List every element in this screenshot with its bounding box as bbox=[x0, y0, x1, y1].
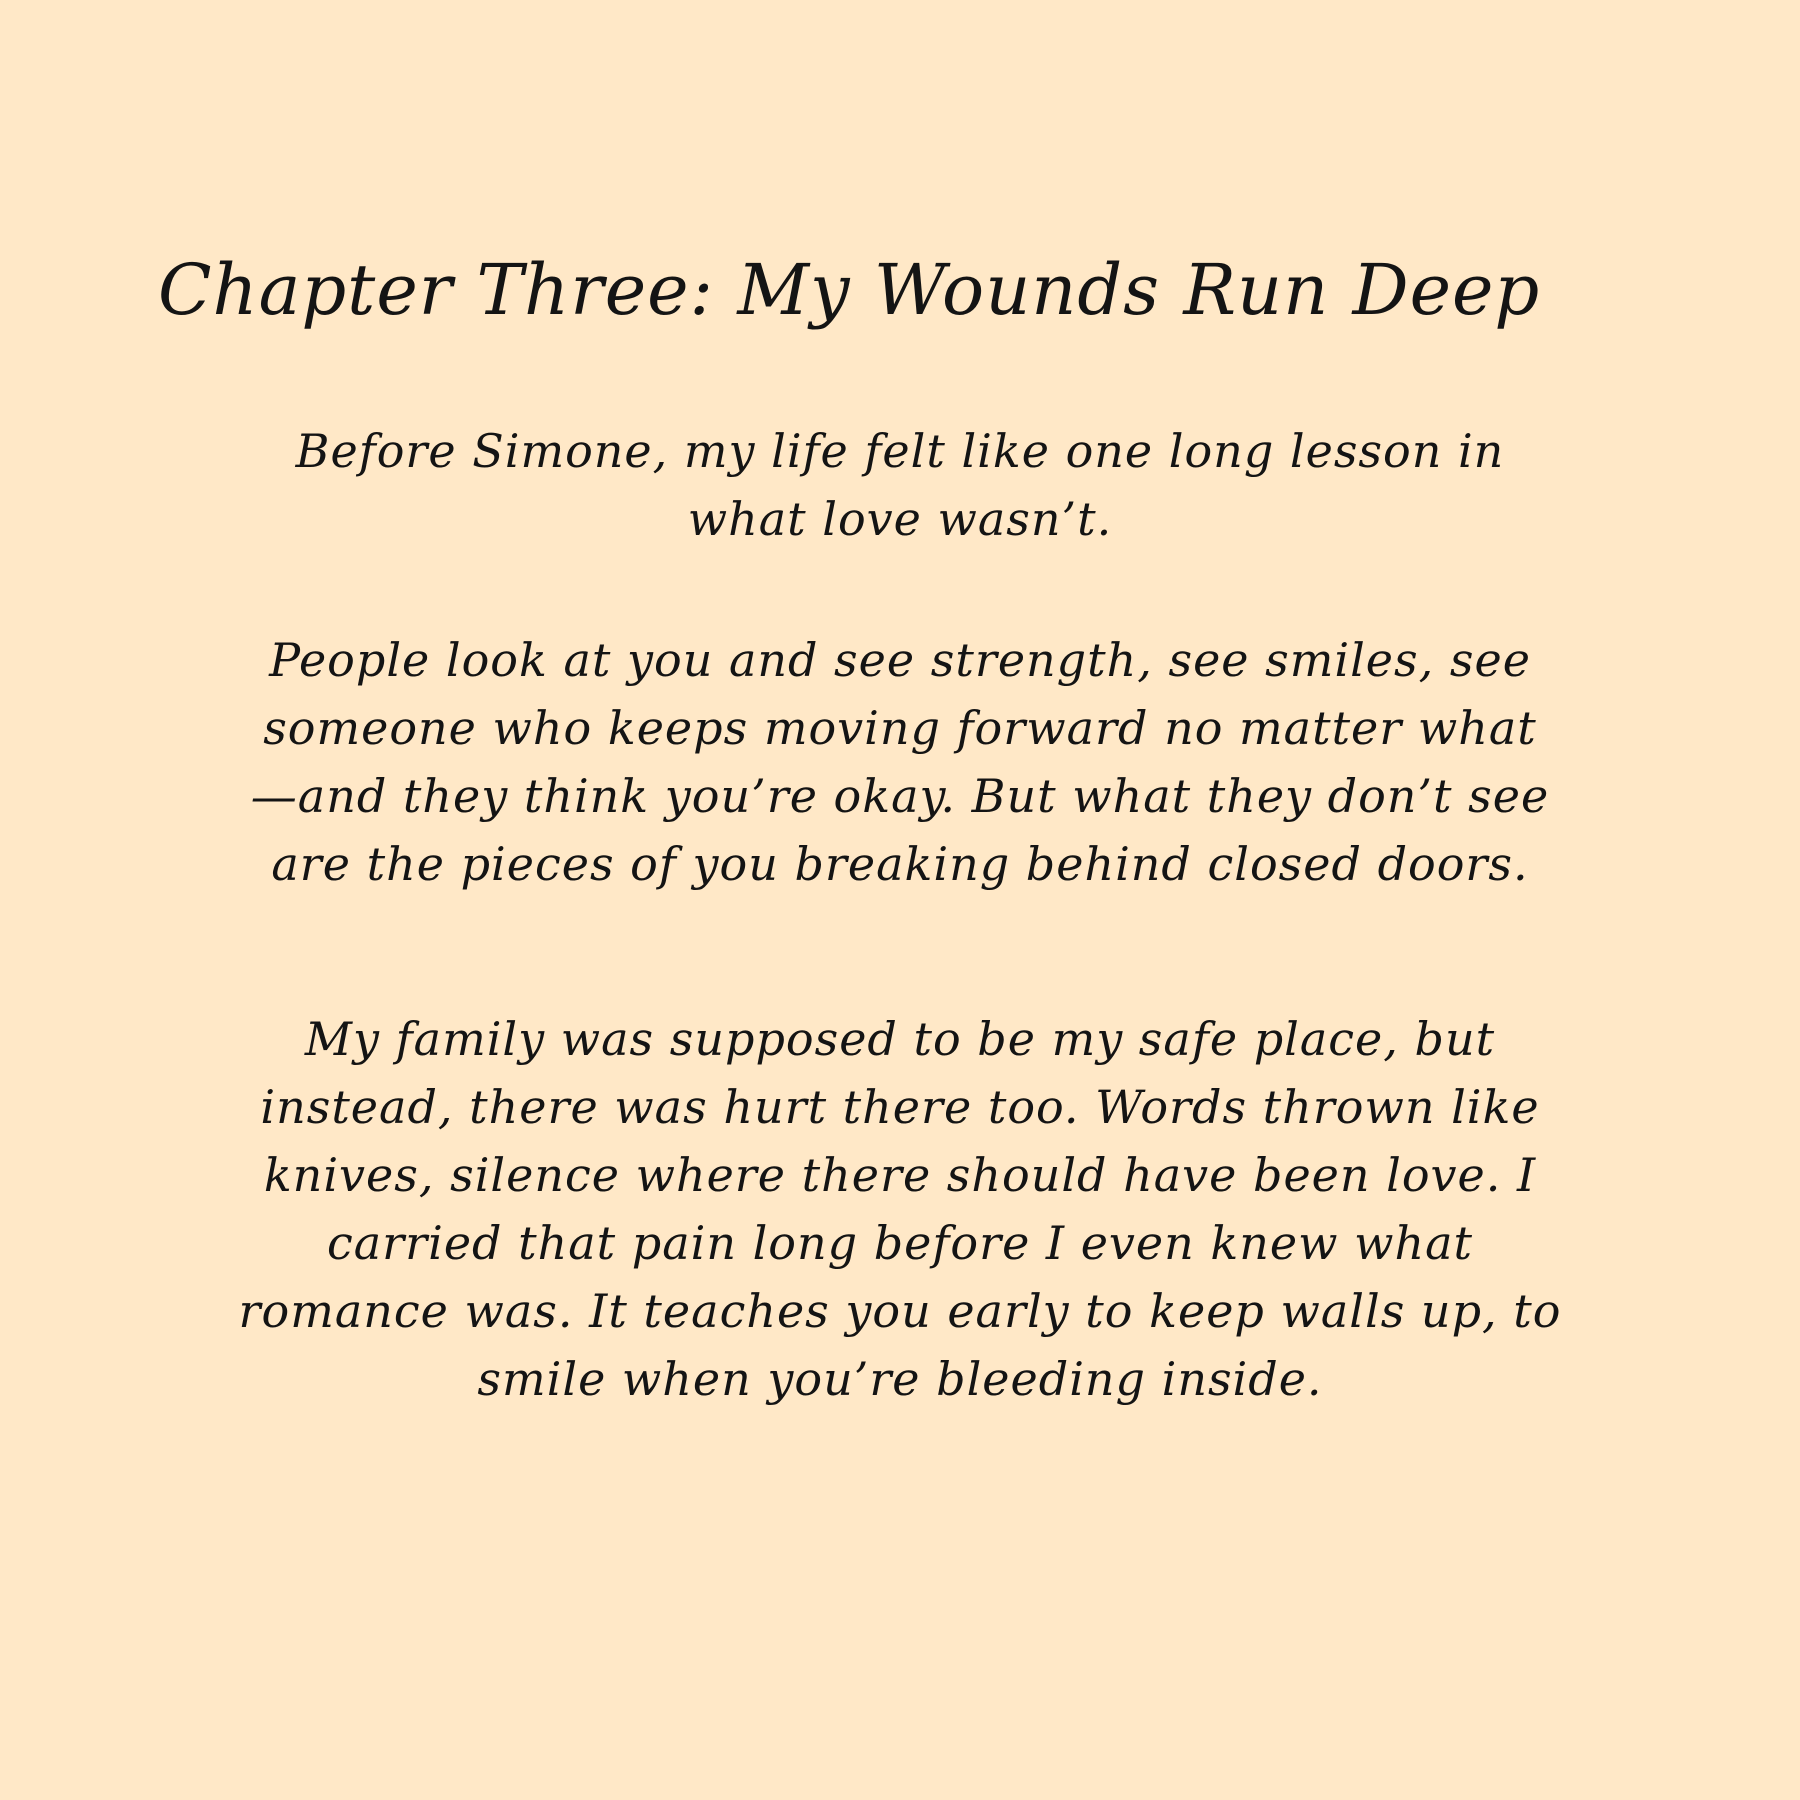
paragraph-line: smile when you’re bleeding inside. bbox=[477, 1352, 1323, 1406]
chapter-title: Chapter Three: My Wounds Run Deep bbox=[158, 249, 1541, 331]
paragraph-line: knives, silence where there should have been love. I bbox=[263, 1148, 1537, 1202]
paragraph-line: People look at you and see strength, see smiles, see bbox=[269, 633, 1531, 687]
paragraph-line: Before Simone, my life felt like one long lesson in bbox=[295, 424, 1505, 478]
paragraph-line: someone who keeps moving forward no matter what bbox=[263, 701, 1537, 755]
paragraph-line: instead, there was hurt there too. Words thrown like bbox=[260, 1080, 1540, 1134]
paragraph-3 bbox=[150, 1005, 1650, 1413]
paragraph-line: My family was supposed to be my safe place, but bbox=[304, 1012, 1496, 1066]
paragraph-2 bbox=[150, 626, 1650, 898]
paragraph-line: what love wasn’t. bbox=[687, 492, 1113, 546]
paragraph-line: —and they think you’re okay. But what they don’t see bbox=[250, 769, 1550, 823]
paragraph-line: are the pieces of you breaking behind closed doors. bbox=[271, 837, 1529, 891]
paragraph-line: carried that pain long before I even knew what bbox=[326, 1216, 1474, 1270]
paragraph-line: romance was. It teaches you early to keep walls up, to bbox=[238, 1284, 1562, 1338]
paragraph-1 bbox=[150, 417, 1650, 553]
